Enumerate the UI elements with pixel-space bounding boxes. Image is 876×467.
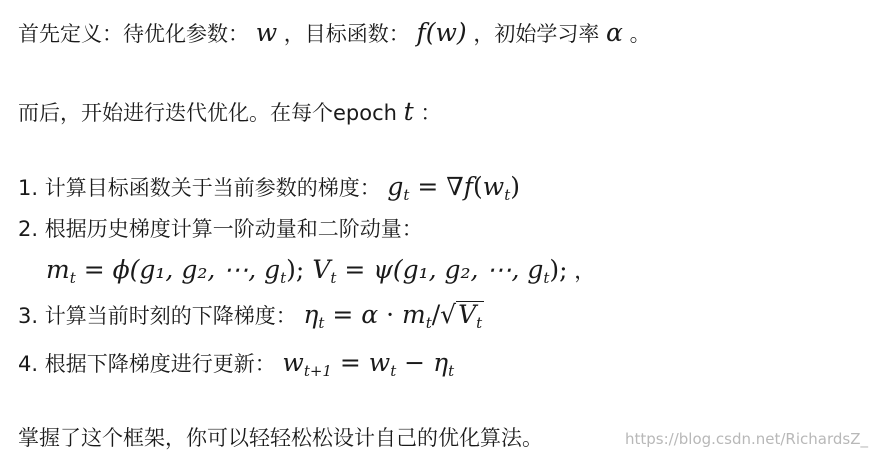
objective-function-symbol: f(w) <box>416 18 467 47</box>
step-1-text: 1. 计算目标函数关于当前参数的梯度： <box>18 176 381 200</box>
step-3-formula: $\eta_t = \alpha \cdot m_t/√V_t$ <box>303 300 484 329</box>
intro-text-2: ，目标函数： <box>283 22 410 46</box>
closing-sentence <box>18 423 543 453</box>
step-3 <box>18 300 484 338</box>
learning-rate-symbol: α <box>606 18 623 47</box>
step-2-text: 2. 根据历史梯度计算一阶动量和二阶动量： <box>18 217 423 241</box>
epoch-symbol: t <box>403 97 414 126</box>
momentum-formula: $m_t = \phi(g_1$, g₂, ⋯, $g_t$); $V_t = \psi(g_1$, g₂, ⋯, $g_t$); <box>46 255 568 287</box>
step-1 <box>18 172 520 210</box>
closing-text: 掌握了这个框架，你可以轻轻松松设计自己的优化算法。 <box>18 426 543 450</box>
iteration-text-2: ： <box>420 101 442 125</box>
step-3-text: 3. 计算当前时刻的下降梯度： <box>18 304 297 328</box>
param-symbol: w <box>255 18 278 47</box>
step-2 <box>18 214 423 244</box>
intro-text-3: ，初始学习率 <box>473 22 600 46</box>
formula-trailing-comma: ， <box>574 259 596 283</box>
step-4-text: 4. 根据下降梯度进行更新： <box>18 352 276 376</box>
step-1-formula: $g_t = \nabla f(w_t)$ <box>387 172 520 204</box>
step-4-formula: $w_{t+1} = w_t - \eta_t$ <box>282 348 455 380</box>
intro-text-1: 首先定义：待优化参数： <box>18 22 249 46</box>
iteration-intro-line <box>18 97 441 128</box>
step-2-formula <box>46 255 595 293</box>
intro-definition-line <box>18 18 651 49</box>
watermark-url: https://blog.csdn.net/RichardsZ_ <box>624 430 868 448</box>
step-4 <box>18 348 454 386</box>
iteration-text-1: 而后，开始进行迭代优化。在每个epoch <box>18 101 397 125</box>
intro-text-4: 。 <box>629 22 651 46</box>
